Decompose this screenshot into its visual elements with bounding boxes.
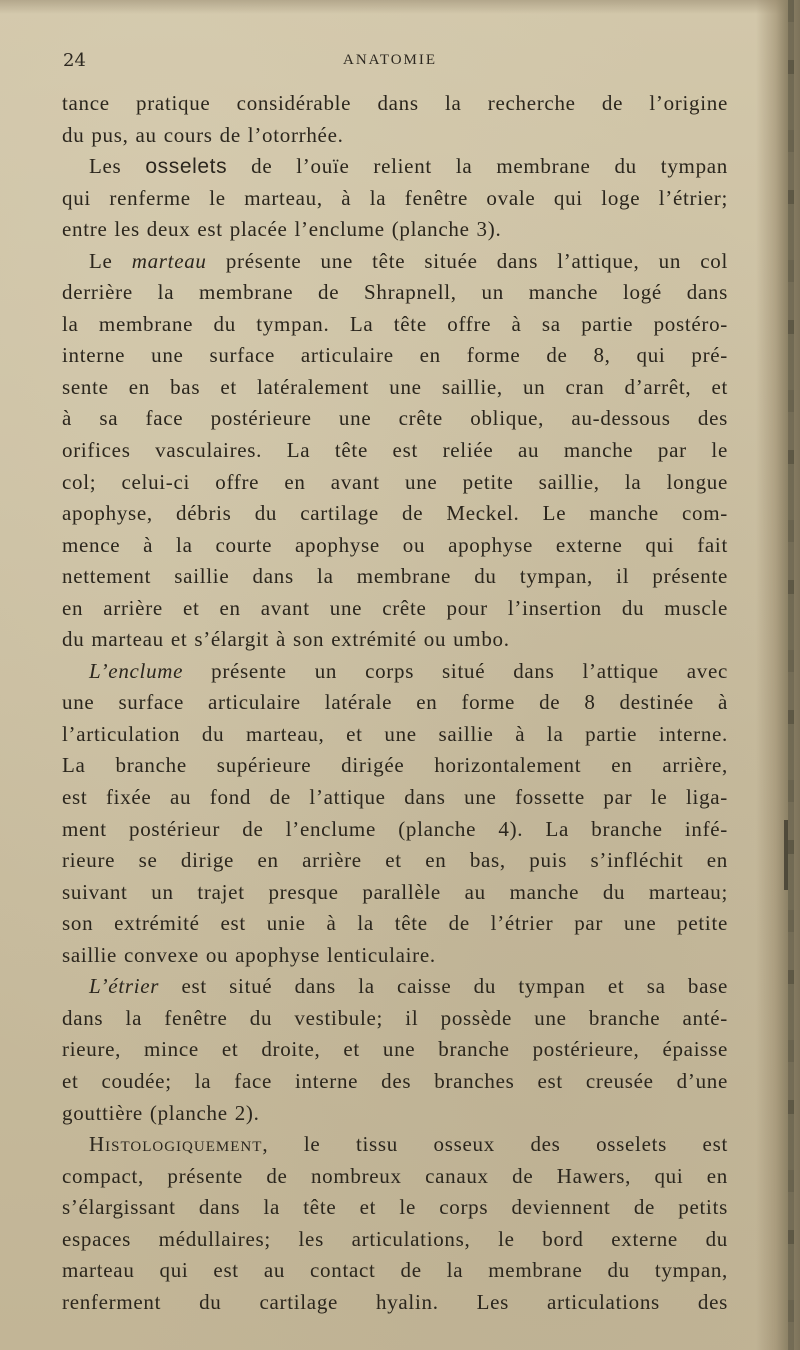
page-header — [0, 46, 800, 76]
text-line: Les osselets de l’ouïe relient la membrane du tympan — [89, 154, 729, 179]
text-line: sente en bas et latéralement une saillie, un cran d’arrêt, et — [62, 374, 728, 399]
text-line: interne une surface articulaire en forme de 8, qui pré- — [62, 343, 728, 368]
text-line: espaces médullaires; les articulations, le bord externe du — [62, 1226, 728, 1251]
text-line: Le marteau présente une tête située dans l’attique, un col — [89, 248, 728, 273]
text-line: suivant un trajet presque parallèle au manche du marteau; — [62, 879, 728, 904]
text-line: col; celui-ci offre en avant une petite saillie, la longue — [62, 469, 728, 494]
text-line: en arrière et en avant une crête pour l’insertion du muscle — [62, 595, 728, 620]
text-line: derrière la membrane de Shrapnell, un manche logé dans — [62, 280, 728, 305]
text-line: mence à la courte apophyse ou apophyse externe qui fait — [62, 532, 728, 557]
text-line: à sa face postérieure une crête oblique, au-dessous des — [62, 406, 728, 431]
text-line: gouttière (planche 2). — [62, 1100, 260, 1125]
term-marteau: marteau — [131, 248, 207, 273]
text-line: s’élargissant dans la tête et le corps deviennent de petits — [62, 1195, 728, 1220]
text-line: est fixée au fond de l’attique dans une fossette par le liga- — [62, 785, 728, 810]
text-line: entre les deux est placée l’enclume (planche 3). — [62, 217, 502, 242]
term-histologiquement: Histologiquement — [89, 1132, 263, 1157]
text-line: la membrane du tympan. La tête offre à sa partie postéro- — [62, 311, 728, 336]
text-line: compact, présente de nombreux canaux de Hawers, qui en — [62, 1163, 728, 1188]
text-line: tance pratique considérable dans la recherche de l’origine — [62, 91, 728, 115]
text-line: rieure, mince et droite, et une branche postérieure, épaisse — [62, 1037, 728, 1062]
text-line: orifices vasculaires. La tête est reliée au manche par le — [62, 438, 728, 463]
body-text — [62, 88, 728, 1318]
text-line: apophyse, débris du cartilage de Meckel. Le manche com- — [62, 501, 728, 526]
text-line: L’enclume présente un corps situé dans l’attique avec — [89, 658, 728, 683]
text-line: marteau qui est au contact de la membrane du tympan, — [62, 1258, 728, 1283]
text-line: qui renferme le marteau, à la fenêtre ovale qui loge l’étrier; — [62, 185, 728, 210]
text-line: ment postérieur de l’enclume (planche 4). La branche infé- — [62, 816, 728, 841]
text-line: et coudée; la face interne des branches est creusée d’une — [62, 1068, 728, 1093]
text-line: du pus, au cours de l’otorrhée. — [62, 122, 344, 147]
text-line: une surface articulaire latérale en forme de 8 destinée à — [62, 690, 728, 715]
text-line: Histologiquement, le tissu osseux des osselets est — [89, 1132, 728, 1157]
text-line: saillie convexe ou apophyse lenticulaire. — [62, 942, 436, 967]
text-line: rieure se dirige en arrière et en bas, puis s’infléchit en — [62, 848, 728, 873]
term-etrier: L’étrier — [89, 974, 160, 999]
text-line: dans la fenêtre du vestibule; il possède une branche anté- — [62, 1005, 728, 1030]
text-line: renferment du cartilage hyalin. Les articulations des — [62, 1289, 728, 1314]
page-binding-strip — [788, 0, 794, 1350]
text-line: L’étrier est situé dans la caisse du tympan et sa base — [89, 974, 728, 999]
page-top-shadow — [0, 0, 800, 14]
running-head: ANATOMIE — [343, 52, 438, 68]
page-number: 24 — [63, 50, 86, 71]
text-line: du marteau et s’élargit à son extrémité ou umbo. — [62, 627, 510, 652]
text-line: nettement saillie dans la membrane du tympan, il présente — [62, 564, 728, 589]
term-enclume: L’enclume — [89, 658, 184, 683]
term-osselets: osselets — [145, 155, 228, 179]
text-line: l’articulation du marteau, et une saillie à la partie interne. — [62, 721, 728, 746]
text-line: son extrémité est unie à la tête de l’étrier par une petite — [62, 911, 728, 936]
edge-mark — [784, 820, 788, 890]
text-line: La branche supérieure dirigée horizontalement en arrière, — [62, 753, 728, 778]
